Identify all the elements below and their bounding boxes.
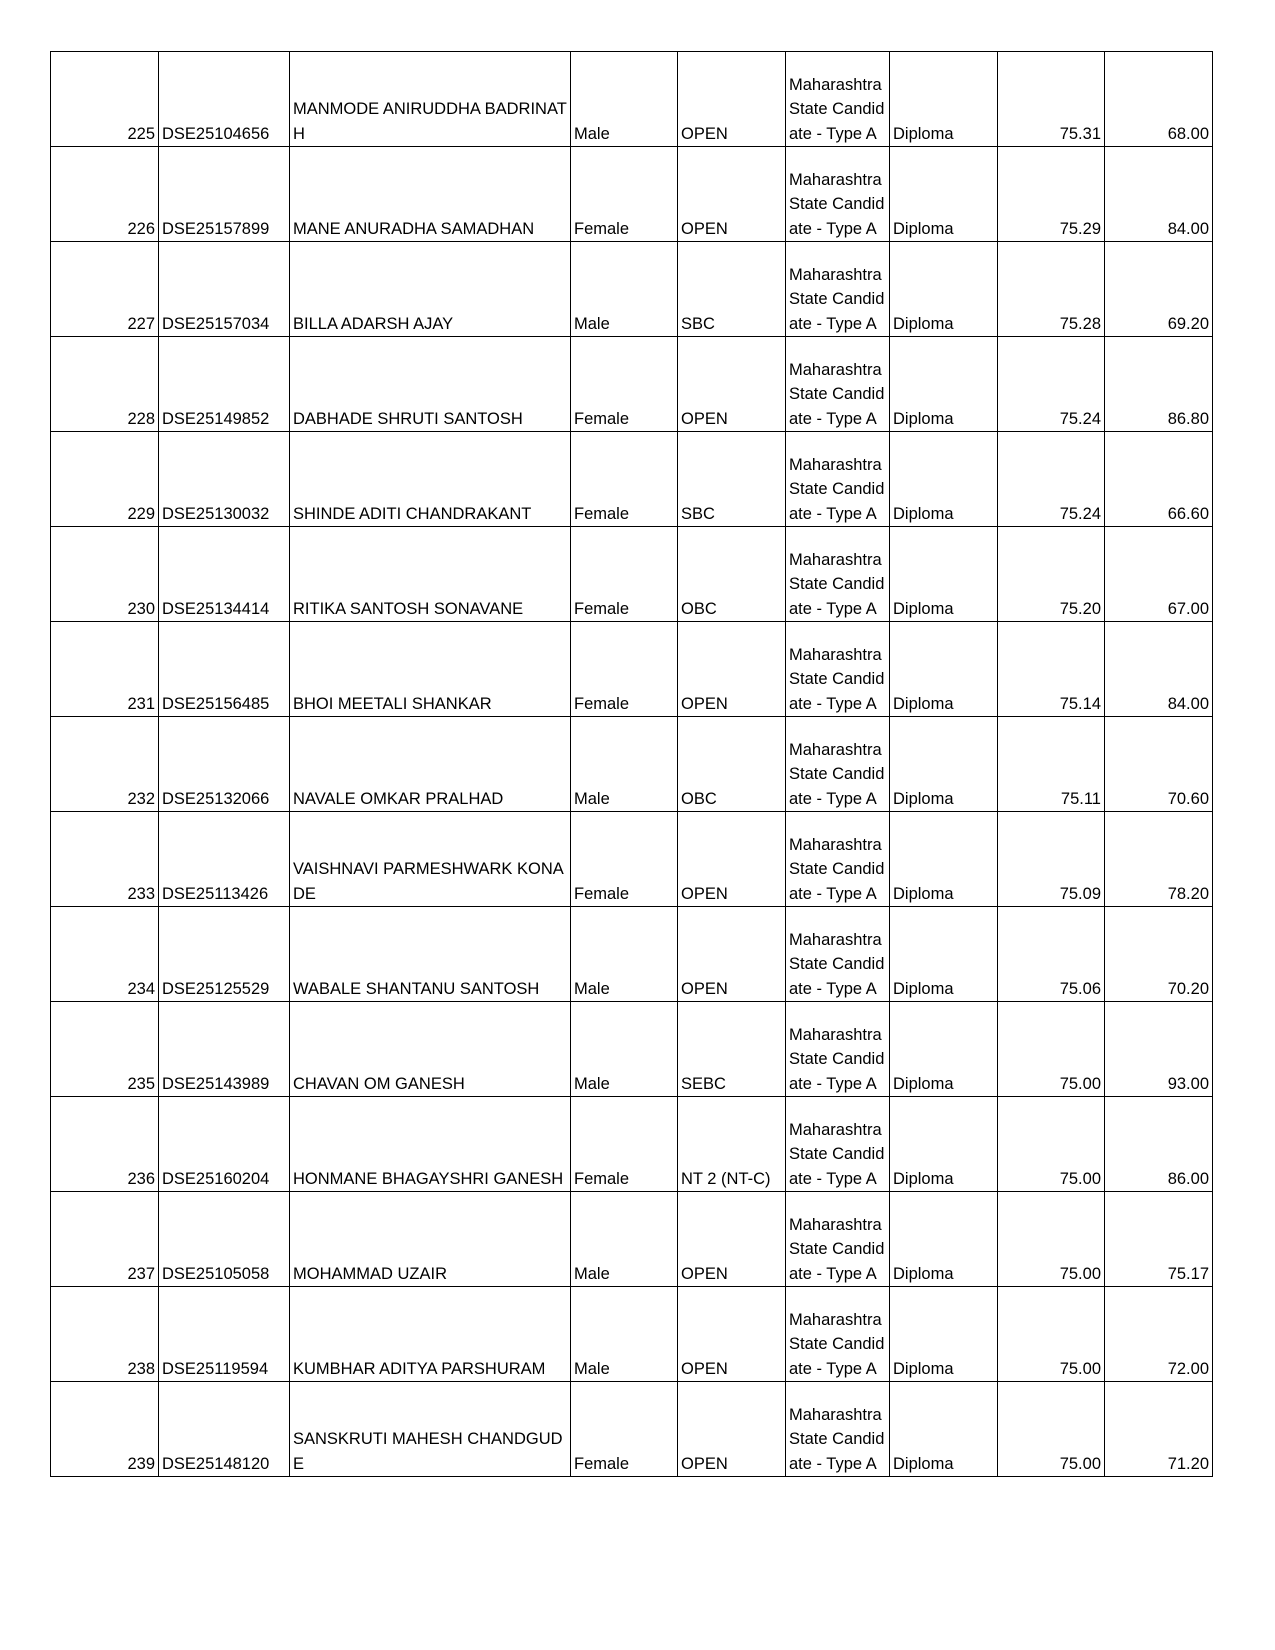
candidature-type-cell: Maharashtra State Candidate - Type A <box>786 1382 890 1477</box>
qualification-cell: Diploma <box>890 1097 998 1192</box>
percentage-cell: 86.00 <box>1105 1097 1213 1192</box>
candidate-name-cell: HONMANE BHAGAYSHRI GANESH <box>290 1097 571 1192</box>
percentage-cell: 71.20 <box>1105 1382 1213 1477</box>
merit-score-cell: 75.20 <box>998 527 1105 622</box>
application-id-cell: DSE25134414 <box>159 527 290 622</box>
category-cell: SBC <box>678 242 786 337</box>
table-row <box>51 242 1213 337</box>
gender-cell: Male <box>571 52 678 147</box>
gender-cell: Female <box>571 622 678 717</box>
percentage-cell: 72.00 <box>1105 1287 1213 1382</box>
table-row <box>51 717 1213 812</box>
serial-number-cell: 232 <box>51 717 159 812</box>
gender-cell: Female <box>571 1382 678 1477</box>
gender-cell: Female <box>571 432 678 527</box>
qualification-cell: Diploma <box>890 242 998 337</box>
application-id-cell: DSE25156485 <box>159 622 290 717</box>
candidate-name-cell: KUMBHAR ADITYA PARSHURAM <box>290 1287 571 1382</box>
gender-cell: Male <box>571 1192 678 1287</box>
table-row <box>51 622 1213 717</box>
serial-number-cell: 226 <box>51 147 159 242</box>
gender-cell: Female <box>571 812 678 907</box>
percentage-cell: 69.20 <box>1105 242 1213 337</box>
candidate-name-cell: SHINDE ADITI CHANDRAKANT <box>290 432 571 527</box>
merit-score-cell: 75.09 <box>998 812 1105 907</box>
category-cell: OPEN <box>678 907 786 1002</box>
candidature-type-cell: Maharashtra State Candidate - Type A <box>786 1097 890 1192</box>
category-cell: SEBC <box>678 1002 786 1097</box>
candidature-type-cell: Maharashtra State Candidate - Type A <box>786 717 890 812</box>
percentage-cell: 78.20 <box>1105 812 1213 907</box>
candidate-name-cell: MOHAMMAD UZAIR <box>290 1192 571 1287</box>
merit-score-cell: 75.24 <box>998 432 1105 527</box>
percentage-cell: 70.20 <box>1105 907 1213 1002</box>
serial-number-cell: 229 <box>51 432 159 527</box>
percentage-cell: 70.60 <box>1105 717 1213 812</box>
merit-list-table <box>50 51 1213 1477</box>
serial-number-cell: 231 <box>51 622 159 717</box>
table-row <box>51 432 1213 527</box>
application-id-cell: DSE25130032 <box>159 432 290 527</box>
application-id-cell: DSE25160204 <box>159 1097 290 1192</box>
candidature-type-cell: Maharashtra State Candidate - Type A <box>786 1192 890 1287</box>
table-row <box>51 527 1213 622</box>
gender-cell: Male <box>571 242 678 337</box>
application-id-cell: DSE25149852 <box>159 337 290 432</box>
percentage-cell: 93.00 <box>1105 1002 1213 1097</box>
candidate-name-cell: MANE ANURADHA SAMADHAN <box>290 147 571 242</box>
application-id-cell: DSE25119594 <box>159 1287 290 1382</box>
application-id-cell: DSE25148120 <box>159 1382 290 1477</box>
gender-cell: Female <box>571 337 678 432</box>
gender-cell: Female <box>571 527 678 622</box>
category-cell: SBC <box>678 432 786 527</box>
serial-number-cell: 237 <box>51 1192 159 1287</box>
qualification-cell: Diploma <box>890 1382 998 1477</box>
candidate-name-cell: BHOI MEETALI SHANKAR <box>290 622 571 717</box>
gender-cell: Female <box>571 1097 678 1192</box>
merit-score-cell: 75.00 <box>998 1192 1105 1287</box>
candidate-name-cell: DABHADE SHRUTI SANTOSH <box>290 337 571 432</box>
candidature-type-cell: Maharashtra State Candidate - Type A <box>786 1287 890 1382</box>
category-cell: OBC <box>678 527 786 622</box>
candidate-name-cell: CHAVAN OM GANESH <box>290 1002 571 1097</box>
qualification-cell: Diploma <box>890 622 998 717</box>
table-row <box>51 1382 1213 1477</box>
serial-number-cell: 234 <box>51 907 159 1002</box>
qualification-cell: Diploma <box>890 907 998 1002</box>
table-row <box>51 1192 1213 1287</box>
category-cell: OPEN <box>678 52 786 147</box>
application-id-cell: DSE25157034 <box>159 242 290 337</box>
percentage-cell: 66.60 <box>1105 432 1213 527</box>
category-cell: OPEN <box>678 812 786 907</box>
merit-score-cell: 75.00 <box>998 1382 1105 1477</box>
category-cell: OBC <box>678 717 786 812</box>
application-id-cell: DSE25157899 <box>159 147 290 242</box>
application-id-cell: DSE25113426 <box>159 812 290 907</box>
serial-number-cell: 227 <box>51 242 159 337</box>
gender-cell: Male <box>571 1287 678 1382</box>
candidature-type-cell: Maharashtra State Candidate - Type A <box>786 812 890 907</box>
percentage-cell: 68.00 <box>1105 52 1213 147</box>
serial-number-cell: 233 <box>51 812 159 907</box>
percentage-cell: 84.00 <box>1105 622 1213 717</box>
gender-cell: Male <box>571 717 678 812</box>
percentage-cell: 75.17 <box>1105 1192 1213 1287</box>
serial-number-cell: 225 <box>51 52 159 147</box>
candidate-name-cell: NAVALE OMKAR PRALHAD <box>290 717 571 812</box>
candidate-name-cell: VAISHNAVI PARMESHWARK KONADE <box>290 812 571 907</box>
serial-number-cell: 239 <box>51 1382 159 1477</box>
percentage-cell: 86.80 <box>1105 337 1213 432</box>
qualification-cell: Diploma <box>890 1002 998 1097</box>
percentage-cell: 67.00 <box>1105 527 1213 622</box>
category-cell: OPEN <box>678 147 786 242</box>
merit-score-cell: 75.14 <box>998 622 1105 717</box>
merit-score-cell: 75.11 <box>998 717 1105 812</box>
candidature-type-cell: Maharashtra State Candidate - Type A <box>786 432 890 527</box>
candidate-name-cell: BILLA ADARSH AJAY <box>290 242 571 337</box>
qualification-cell: Diploma <box>890 1287 998 1382</box>
merit-score-cell: 75.06 <box>998 907 1105 1002</box>
gender-cell: Male <box>571 1002 678 1097</box>
candidature-type-cell: Maharashtra State Candidate - Type A <box>786 907 890 1002</box>
application-id-cell: DSE25104656 <box>159 52 290 147</box>
merit-score-cell: 75.29 <box>998 147 1105 242</box>
serial-number-cell: 235 <box>51 1002 159 1097</box>
table-row <box>51 812 1213 907</box>
category-cell: OPEN <box>678 622 786 717</box>
serial-number-cell: 230 <box>51 527 159 622</box>
candidate-name-cell: MANMODE ANIRUDDHA BADRINATH <box>290 52 571 147</box>
qualification-cell: Diploma <box>890 432 998 527</box>
application-id-cell: DSE25105058 <box>159 1192 290 1287</box>
table-row <box>51 147 1213 242</box>
table-row <box>51 1097 1213 1192</box>
application-id-cell: DSE25125529 <box>159 907 290 1002</box>
candidate-name-cell: RITIKA SANTOSH SONAVANE <box>290 527 571 622</box>
qualification-cell: Diploma <box>890 1192 998 1287</box>
qualification-cell: Diploma <box>890 812 998 907</box>
serial-number-cell: 238 <box>51 1287 159 1382</box>
serial-number-cell: 228 <box>51 337 159 432</box>
table-row <box>51 337 1213 432</box>
table-row <box>51 1002 1213 1097</box>
gender-cell: Male <box>571 907 678 1002</box>
merit-score-cell: 75.24 <box>998 337 1105 432</box>
merit-score-cell: 75.28 <box>998 242 1105 337</box>
category-cell: OPEN <box>678 1382 786 1477</box>
table-row <box>51 907 1213 1002</box>
candidature-type-cell: Maharashtra State Candidate - Type A <box>786 337 890 432</box>
candidature-type-cell: Maharashtra State Candidate - Type A <box>786 242 890 337</box>
qualification-cell: Diploma <box>890 337 998 432</box>
application-id-cell: DSE25143989 <box>159 1002 290 1097</box>
category-cell: OPEN <box>678 337 786 432</box>
candidate-name-cell: WABALE SHANTANU SANTOSH <box>290 907 571 1002</box>
candidature-type-cell: Maharashtra State Candidate - Type A <box>786 1002 890 1097</box>
gender-cell: Female <box>571 147 678 242</box>
merit-score-cell: 75.31 <box>998 52 1105 147</box>
qualification-cell: Diploma <box>890 527 998 622</box>
percentage-cell: 84.00 <box>1105 147 1213 242</box>
category-cell: OPEN <box>678 1287 786 1382</box>
candidature-type-cell: Maharashtra State Candidate - Type A <box>786 52 890 147</box>
candidature-type-cell: Maharashtra State Candidate - Type A <box>786 622 890 717</box>
table-row <box>51 1287 1213 1382</box>
merit-score-cell: 75.00 <box>998 1097 1105 1192</box>
qualification-cell: Diploma <box>890 52 998 147</box>
qualification-cell: Diploma <box>890 717 998 812</box>
merit-score-cell: 75.00 <box>998 1287 1105 1382</box>
merit-list-body <box>51 52 1213 1477</box>
category-cell: NT 2 (NT-C) <box>678 1097 786 1192</box>
category-cell: OPEN <box>678 1192 786 1287</box>
candidate-name-cell: SANSKRUTI MAHESH CHANDGUDE <box>290 1382 571 1477</box>
candidature-type-cell: Maharashtra State Candidate - Type A <box>786 527 890 622</box>
application-id-cell: DSE25132066 <box>159 717 290 812</box>
table-row <box>51 52 1213 147</box>
serial-number-cell: 236 <box>51 1097 159 1192</box>
merit-score-cell: 75.00 <box>998 1002 1105 1097</box>
candidature-type-cell: Maharashtra State Candidate - Type A <box>786 147 890 242</box>
qualification-cell: Diploma <box>890 147 998 242</box>
